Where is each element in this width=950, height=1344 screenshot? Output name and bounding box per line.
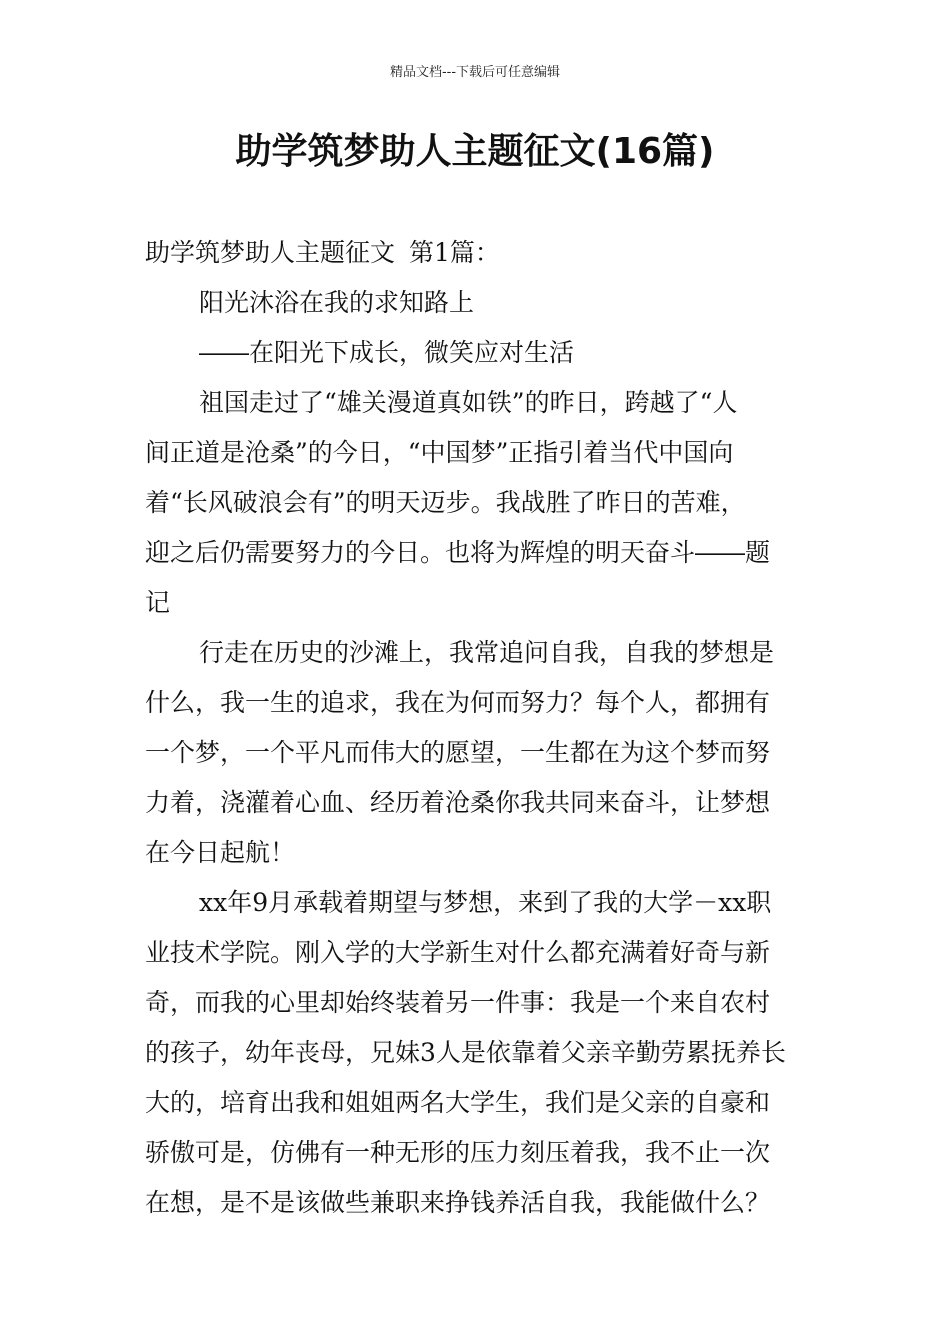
section-heading-part: 第1篇：	[409, 238, 500, 267]
section-heading-main: 助学筑梦助人主题征文	[145, 238, 396, 267]
paragraph	[145, 628, 807, 878]
paragraph-line: 间正道是沧桑”的今日，“中国梦”正指引着当代中国向	[145, 438, 734, 467]
paragraph-line: 在今日起航！	[145, 838, 296, 867]
paragraph-line: 力着，浇灌着心血、经历着沧桑你我共同来奋斗，让梦想	[145, 788, 771, 817]
paragraph-line: 行走在历史的沙滩上，我常追问自我，自我的梦想是	[199, 638, 775, 667]
paragraph	[145, 378, 807, 628]
paragraph-line: 大的，培育出我和姐姐两名大学生，我们是父亲的自豪和	[145, 1088, 771, 1117]
paragraph-line: xx年9月承载着期望与梦想，来到了我的大学－xx职	[199, 888, 772, 917]
paragraph-line: 什么，我一生的追求，我在为何而努力？每个人，都拥有	[145, 688, 771, 717]
paragraph-line: 着“长风破浪会有”的明天迈步。我战胜了昨日的苦难，	[145, 488, 746, 517]
paragraph-line: 的孩子，幼年丧母，兄妹3人是依靠着父亲辛勤劳累抚养长	[145, 1038, 786, 1067]
document-body	[145, 228, 807, 1228]
paragraph-line: 记	[145, 588, 171, 617]
paragraph-line: 迎之后仍需要努力的今日。也将为辉煌的明天奋斗――题	[145, 538, 771, 567]
document-title: 助学筑梦助人主题征文(16篇)	[235, 131, 715, 172]
paragraph	[145, 878, 807, 1228]
paragraph-line: 一个梦，一个平凡而伟大的愿望，一生都在为这个梦而努	[145, 738, 771, 767]
paragraph-line: 业技术学院。刚入学的大学新生对什么都充满着好奇与新	[145, 938, 771, 967]
section-heading	[145, 228, 807, 278]
essay-subtitle: ――在阳光下成长，微笑应对生活	[199, 338, 575, 367]
paragraph-line: 奇，而我的心里却始终装着另一件事：我是一个来自农村	[145, 988, 771, 1017]
header-note: 精品文档---下载后可任意编辑	[389, 65, 561, 80]
paragraph-line: 在想，是不是该做些兼职来挣钱养活自我，我能做什么？	[145, 1188, 771, 1217]
paragraph-line: 祖国走过了“雄关漫道真如铁”的昨日，跨越了“人	[199, 388, 738, 417]
paragraph-line: 骄傲可是，仿佛有一种无形的压力刻压着我，我不止一次	[145, 1138, 771, 1167]
essay-title: 阳光沐浴在我的求知路上	[199, 288, 475, 317]
